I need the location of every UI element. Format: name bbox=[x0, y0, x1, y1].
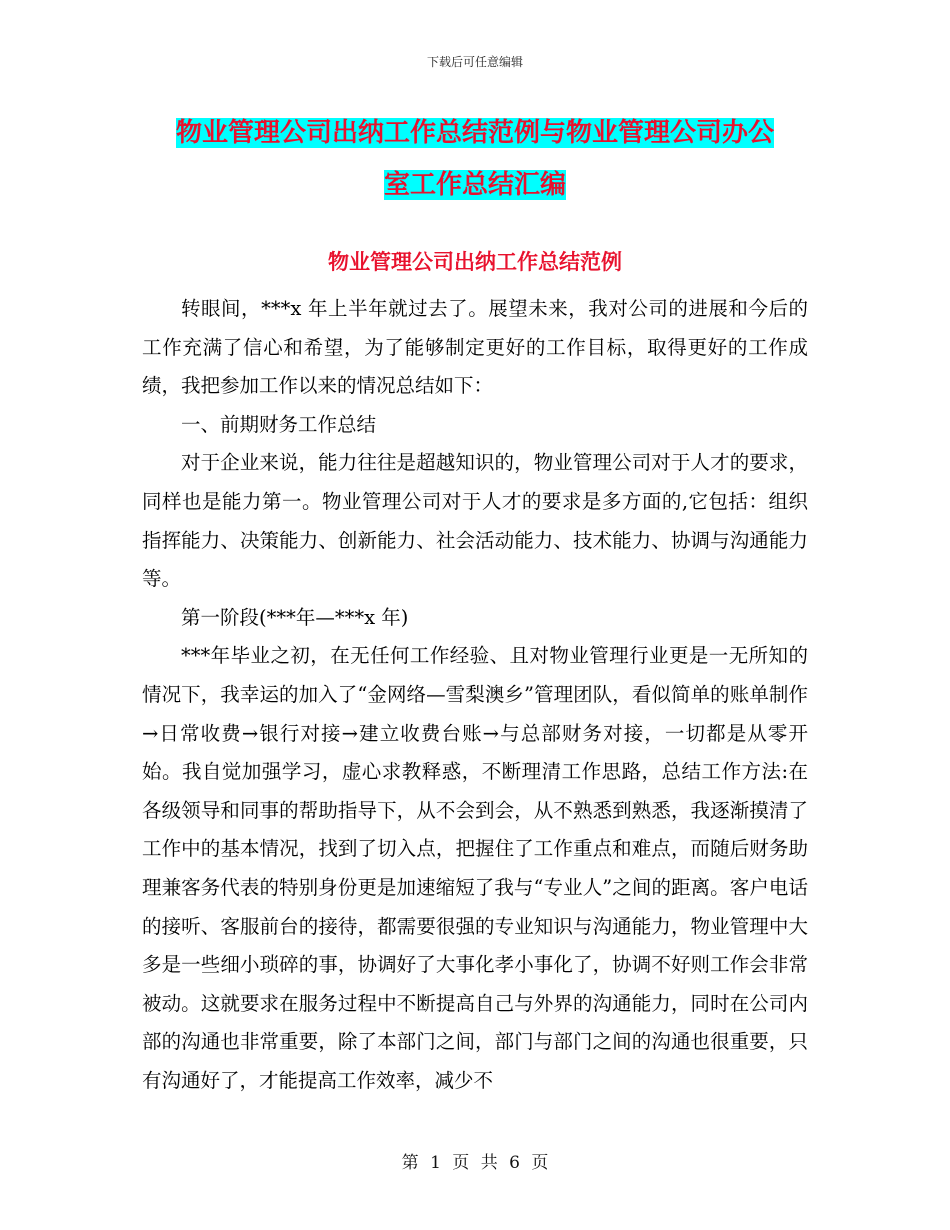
document-title bbox=[142, 107, 808, 211]
heading-early-finance-summary: 一、前期财务工作总结 bbox=[181, 412, 377, 436]
document-body bbox=[142, 290, 808, 1100]
heading-first-stage: 第一阶段(***年—***x 年) bbox=[181, 605, 409, 629]
page-number-footer: 第 1 页 共 6 页 bbox=[401, 1153, 549, 1173]
paragraph-first-stage: ***年毕业之初，在无任何工作经验、且对物业管理行业更是一无所知的情况下，我幸运的加入了“金网络—雪梨澳乡”管理团队，看似简单的账单制作→日常收费→银行对接→建立收费台账→与总部财务对接，一切都是从零开始。我自觉加强学习，虚心求教释惑，不断理清工作思路，总结工作方法:在各级领导和同事的帮助指导下，从不会到会，从不熟悉到熟悉，我逐渐摸清了工作中的基本情况，找到了切入点，把握住了工作重点和难点，而随后财务助理兼客务代表的特别身份更是加速缩短了我与“专业人”之间的距离。客户电话的接听、客服前台的接待，都需要很强的专业知识与沟通能力，物业管理中大多是一些细小琐碎的事，协调好了大事化孝小事化了，协调不好则工作会非常被动。这就要求在服务过程中不断提高自己与外界的沟通能力，同时在公司内部的沟通也非常重要，除了本部门之间，部门与部门之间的沟通也很重要，只有沟通好了，才能提高工作效率，减少不 bbox=[142, 644, 808, 1092]
document-title-line-2: 室工作总结汇编 bbox=[383, 170, 566, 200]
section-title: 物业管理公司出纳工作总结范例 bbox=[328, 250, 622, 274]
header-note: 下载后可任意编辑 bbox=[426, 55, 523, 69]
paragraph-intro: 转眼间，***x 年上半年就过去了。展望未来，我对公司的进展和今后的工作充满了信心和希望，为了能够制定更好的工作目标，取得更好的工作成绩，我把参加工作以来的情况总结如下： bbox=[142, 297, 808, 398]
document-title-line-1: 物业管理公司出纳工作总结范例与物业管理公司办公 bbox=[175, 118, 774, 148]
paragraph-ability: 对于企业来说，能力往往是超越知识的，物业管理公司对于人才的要求，同样也是能力第一。物业管理公司对于人才的要求是多方面的,它包括：组织指挥能力、决策能力、创新能力、社会活动能力、技术能力、协调与沟通能力等。 bbox=[142, 451, 808, 591]
